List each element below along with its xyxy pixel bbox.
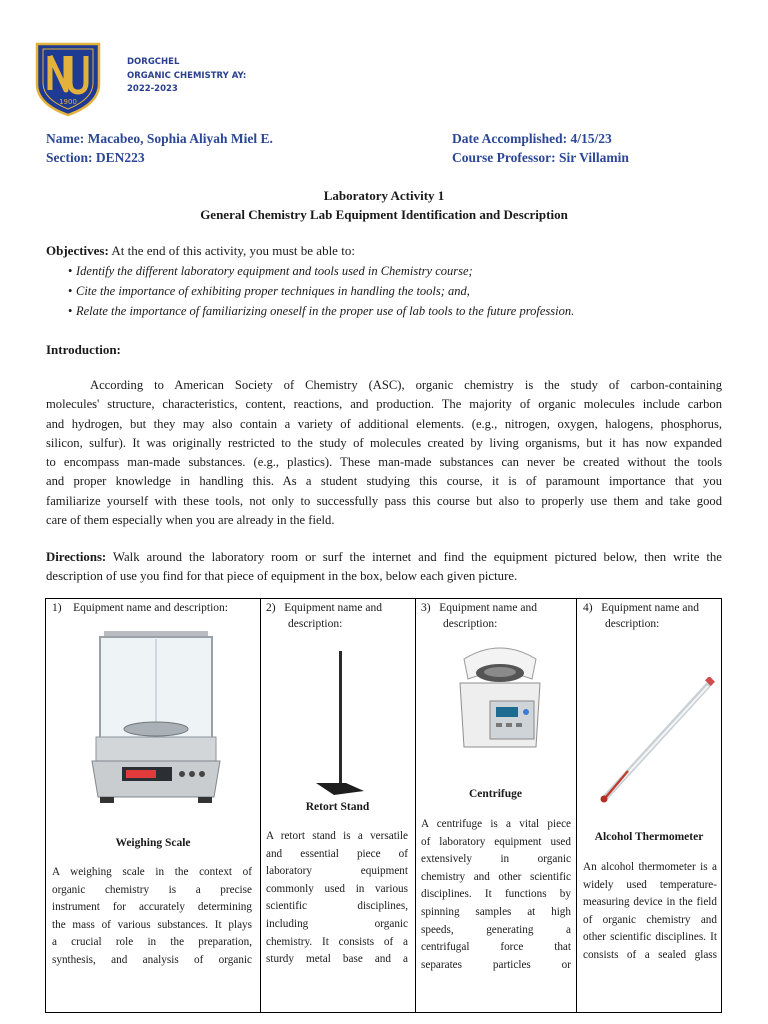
directions-label: Directions: (46, 550, 107, 564)
desc-line: of organic chemistry and (583, 913, 717, 926)
desc-line: commonly used in various (266, 882, 408, 895)
desc-line: extensively in organic (421, 853, 571, 866)
equipment-table (45, 598, 722, 1013)
course-professor: Course Professor: Sir Villamin (452, 150, 629, 165)
intro-line: and proper knowledge in handling this. As a student studying this course, it is of paramount importance that you (46, 474, 722, 489)
desc-line: including organic (266, 917, 408, 930)
cell-number: 4) (583, 602, 593, 614)
weighing-scale-image (86, 625, 226, 807)
equipment-description (266, 828, 408, 1014)
desc-line: synthesis, and analysis of organic (52, 953, 252, 966)
desc-line: and essential piece of (266, 847, 408, 860)
desc-line: An alcohol thermometer is a (583, 861, 717, 873)
desc-line: laboratory equipment (266, 865, 408, 878)
objectives-intro: At the end of this activity, you must be able to: (108, 243, 355, 258)
intro-line: silicon, sulfur). It was originally restricted to the study of molecules created by living organisms, but it has now expanded (46, 435, 722, 450)
cell-header-text: Equipment name and (601, 602, 699, 614)
cell-header-text: Equipment name and (439, 602, 537, 614)
cell-header (52, 601, 228, 617)
cell-number: 1) (52, 602, 62, 614)
intro-line: care of them especially when you are already in the field. (46, 513, 335, 528)
equipment-description (421, 816, 571, 1014)
desc-line: instrument for accurately determining (52, 901, 252, 914)
cell-header-text: Equipment name and description: (73, 602, 228, 614)
column-divider (415, 599, 416, 1012)
cell-header-text: Equipment name and (284, 602, 382, 614)
equipment-description (583, 859, 717, 1014)
desc-line: the mass of various substances. It plays (52, 918, 252, 931)
objective-item: • Cite the importance of exhibiting proper techniques in handling the tools; and, (76, 284, 470, 299)
introduction-text (46, 376, 722, 530)
equipment-name: Retort Stand (305, 801, 370, 813)
activity-subtitle: General Chemistry Lab Equipment Identification and Description (200, 207, 568, 222)
equipment-description (52, 864, 252, 1014)
objective-item: • Relate the importance of familiarizing oneself in the proper use of lab tools to the future profession. (76, 304, 574, 319)
desc-line: separates particles or (421, 958, 571, 971)
desc-line: disciplines. It functions by (421, 888, 571, 901)
desc-line: A weighing scale in the context of (52, 866, 252, 878)
student-section: Section: DEN223 (46, 150, 145, 165)
desc-line: speeds, generating a (421, 923, 571, 936)
directions-line-2: description of use you find for that piece of equipment in the box, below each given picture. (46, 569, 518, 584)
intro-line: molecules' structure, characteristics, content, reactions, and production. The majority of organic molecules include carbon (46, 397, 722, 412)
cell-header (266, 601, 382, 632)
objectives-label: Objectives: (46, 243, 109, 258)
intro-line: familiarize yourself with these tools, not only to successfully pass this course but also to properly use them and take good (46, 493, 722, 508)
school-info (127, 56, 246, 97)
cell-number: 3) (421, 602, 431, 614)
equipment-name: Centrifuge (468, 788, 522, 800)
date-accomplished: Date Accomplished: 4/15/23 (452, 131, 612, 146)
retort-stand-image (296, 647, 386, 799)
desc-line: sturdy metal base and a (266, 953, 408, 966)
logo-year: 1900 (59, 98, 77, 106)
cell-header-text: description: (605, 617, 660, 630)
desc-line: consists of a sealed glass (583, 948, 717, 961)
desc-line: other scientific disciplines. It (583, 931, 717, 944)
activity-title: Laboratory Activity 1 (323, 188, 445, 203)
introduction-heading: Introduction: (46, 342, 121, 357)
desc-line: A retort stand is a versatile (266, 830, 408, 842)
school-line: ORGANIC CHEMISTRY AY: (127, 70, 247, 81)
desc-line: scientific disciplines, (266, 900, 408, 913)
thermometer-image (596, 677, 720, 807)
objective-item: • Identify the different laboratory equipment and tools used in Chemistry course; (76, 264, 473, 279)
desc-line: spinning samples at high (421, 905, 571, 918)
desc-line: centrifugal force that (421, 941, 571, 954)
directions-text (46, 548, 722, 587)
student-name: Name: Macabeo, Sophia Aliyah Miel E. (46, 131, 273, 146)
desc-line: chemistry and other scientific (421, 870, 571, 883)
desc-line: widely used temperature- (583, 878, 717, 891)
cell-header (583, 601, 699, 632)
cell-header (421, 601, 537, 632)
directions-line-1: Walk around the laboratory room or surf the internet and find the equipment pictured below, then write the (106, 550, 722, 564)
school-line: 2022-2023 (127, 84, 178, 94)
desc-line: A centrifuge is a vital piece (421, 818, 571, 830)
column-divider (576, 599, 577, 1012)
desc-line: measuring device in the field (583, 896, 717, 909)
intro-line: According to American Society of Chemistry (ASC), organic chemistry is the study of carbon-containing (90, 378, 722, 392)
cell-number: 2) (266, 602, 276, 614)
cell-header-text: description: (288, 617, 343, 630)
intro-line: and hydrogen, but they may also contain a variety of additional elements. (e.g., nitrogen, oxygen, halogens, phosphorus, (46, 416, 722, 431)
school-line: DORGCHEL (127, 57, 180, 67)
intro-line: to encompass man-made substances. (e.g., plastics). These man-made substances can never be created without the tools (46, 455, 722, 470)
centrifuge-image (450, 639, 550, 759)
desc-line: chemistry. It consists of a (266, 935, 408, 948)
cell-header-text: description: (443, 617, 498, 630)
equipment-name: Alcohol Thermometer (594, 831, 704, 843)
equipment-name: Weighing Scale (115, 837, 191, 849)
objectives-line (46, 243, 355, 259)
desc-line: organic chemistry is a precise (52, 883, 252, 896)
desc-line: of laboratory equipment used (421, 835, 571, 848)
directions-line (46, 548, 722, 567)
university-logo (33, 38, 103, 118)
desc-line: a crucial role in the preparation, (52, 936, 252, 949)
